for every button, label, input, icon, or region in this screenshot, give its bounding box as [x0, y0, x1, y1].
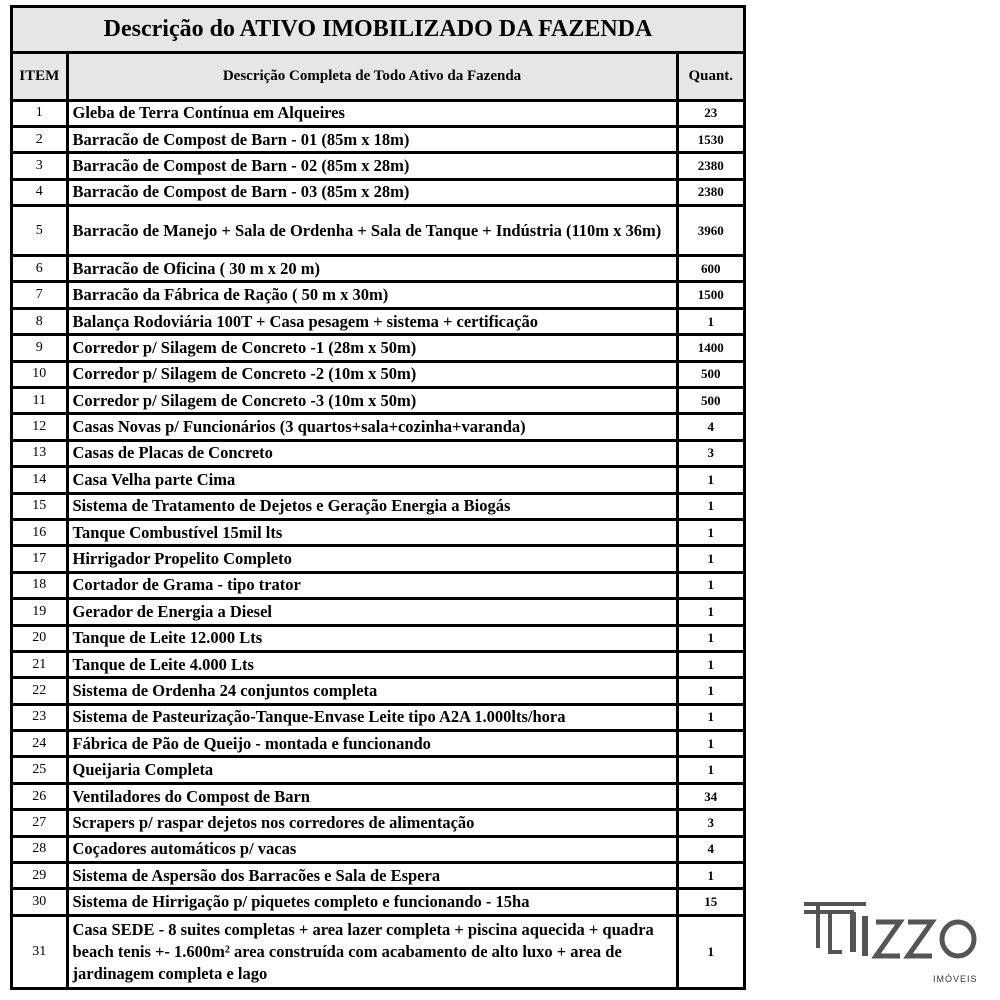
- table-row: [13, 915, 743, 987]
- table-row: [13, 206, 743, 256]
- description-cell: Cortador de Grama - tipo trator: [67, 572, 677, 598]
- table-row: [13, 731, 743, 757]
- description-cell: Ventiladores do Compost de Barn: [67, 783, 677, 809]
- item-number-cell: 12: [13, 414, 67, 440]
- description-cell: Fábrica de Pão de Queijo - montada e funcionando: [67, 731, 677, 757]
- quantity-cell: 3: [677, 810, 743, 836]
- item-number-cell: 16: [13, 519, 67, 545]
- description-cell: Coçadores automáticos p/ vacas: [67, 836, 677, 862]
- item-number-cell: 31: [13, 915, 67, 987]
- quantity-cell: 500: [677, 361, 743, 387]
- quantity-cell: 4: [677, 836, 743, 862]
- description-cell: Corredor p/ Silagem de Concreto -2 (10m x 50m): [67, 361, 677, 387]
- table-row: [13, 414, 743, 440]
- quantity-cell: 1: [677, 651, 743, 677]
- page-title: Descrição do ATIVO IMOBILIZADO DA FAZENDA: [13, 8, 743, 54]
- item-number-cell: 19: [13, 599, 67, 625]
- quantity-cell: 1: [677, 519, 743, 545]
- quantity-cell: 1: [677, 467, 743, 493]
- description-cell: Barracão da Fábrica de Ração ( 50 m x 30m): [67, 282, 677, 308]
- table-row: [13, 335, 743, 361]
- item-number-cell: 17: [13, 546, 67, 572]
- quantity-cell: 34: [677, 783, 743, 809]
- item-number-cell: 3: [13, 153, 67, 179]
- description-cell: Hirrigador Propelito Completo: [67, 546, 677, 572]
- description-cell: Sistema de Hirrigação p/ piquetes completo e funcionando - 15ha: [67, 889, 677, 915]
- asset-table: [13, 54, 743, 987]
- quantity-cell: 1: [677, 757, 743, 783]
- description-cell: Sistema de Tratamento de Dejetos e Geração Energia a Biogás: [67, 493, 677, 519]
- table-row: [13, 836, 743, 862]
- item-number-cell: 13: [13, 440, 67, 466]
- table-row: [13, 256, 743, 282]
- table-row: [13, 126, 743, 152]
- item-number-cell: 23: [13, 704, 67, 730]
- quantity-cell: 1: [677, 599, 743, 625]
- description-cell: Casa Velha parte Cima: [67, 467, 677, 493]
- item-number-cell: 28: [13, 836, 67, 862]
- description-cell: Barracão de Compost de Barn - 03 (85m x 28m): [67, 179, 677, 205]
- item-number-cell: 24: [13, 731, 67, 757]
- item-number-cell: 11: [13, 388, 67, 414]
- item-number-cell: 29: [13, 863, 67, 889]
- column-header-quantity: Quant.: [677, 54, 743, 100]
- item-number-cell: 20: [13, 625, 67, 651]
- description-cell: Tanque de Leite 12.000 Lts: [67, 625, 677, 651]
- quantity-cell: 1530: [677, 126, 743, 152]
- item-number-cell: 4: [13, 179, 67, 205]
- table-row: [13, 599, 743, 625]
- table-row: [13, 467, 743, 493]
- item-number-cell: 10: [13, 361, 67, 387]
- description-cell: Balança Rodoviária 100T + Casa pesagem + sistema + certificação: [67, 308, 677, 334]
- quantity-cell: 23: [677, 100, 743, 126]
- description-cell: Sistema de Pasteurização-Tanque-Envase Leite tipo A2A 1.000lts/hora: [67, 704, 677, 730]
- item-number-cell: 8: [13, 308, 67, 334]
- table-row: [13, 810, 743, 836]
- quantity-cell: 1: [677, 546, 743, 572]
- table-row: [13, 179, 743, 205]
- column-header-item: ITEM: [13, 54, 67, 100]
- description-cell: Barracão de Compost de Barn - 02 (85m x 28m): [67, 153, 677, 179]
- item-number-cell: 9: [13, 335, 67, 361]
- quantity-cell: 3960: [677, 206, 743, 256]
- quantity-cell: 2380: [677, 153, 743, 179]
- description-cell: Gleba de Terra Contínua em Alqueires: [67, 100, 677, 126]
- item-number-cell: 27: [13, 810, 67, 836]
- quantity-cell: 1: [677, 704, 743, 730]
- item-number-cell: 14: [13, 467, 67, 493]
- asset-table-body: [13, 100, 743, 987]
- description-cell: Queijaria Completa: [67, 757, 677, 783]
- description-cell: Corredor p/ Silagem de Concreto -1 (28m x 50m): [67, 335, 677, 361]
- table-row: [13, 678, 743, 704]
- quantity-cell: 1500: [677, 282, 743, 308]
- item-number-cell: 5: [13, 206, 67, 256]
- item-number-cell: 21: [13, 651, 67, 677]
- asset-table-sheet: [10, 5, 746, 990]
- item-number-cell: 2: [13, 126, 67, 152]
- description-cell: Casa SEDE - 8 suites completas + area lazer completa + piscina aquecida + quadra beach tenis +- 1.600m² area construída com acabamento de alto luxo + area de jardinagem completa e lago: [67, 915, 677, 987]
- item-number-cell: 15: [13, 493, 67, 519]
- table-row: [13, 519, 743, 545]
- description-cell: Gerador de Energia a Diesel: [67, 599, 677, 625]
- table-row: [13, 863, 743, 889]
- description-cell: Barracão de Compost de Barn - 01 (85m x 18m): [67, 126, 677, 152]
- description-cell: Barracão de Manejo + Sala de Ordenha + Sala de Tanque + Indústria (110m x 36m): [67, 206, 677, 256]
- item-number-cell: 1: [13, 100, 67, 126]
- item-number-cell: 30: [13, 889, 67, 915]
- quantity-cell: 1: [677, 572, 743, 598]
- quantity-cell: 1: [677, 308, 743, 334]
- quantity-cell: 3: [677, 440, 743, 466]
- table-row: [13, 757, 743, 783]
- quantity-cell: 1: [677, 493, 743, 519]
- description-cell: Corredor p/ Silagem de Concreto -3 (10m x 50m): [67, 388, 677, 414]
- logo-subtext: IMÓVEIS: [933, 974, 978, 984]
- item-number-cell: 26: [13, 783, 67, 809]
- table-row: [13, 153, 743, 179]
- table-row: [13, 704, 743, 730]
- column-header-description: Descrição Completa de Todo Ativo da Fazenda: [67, 54, 677, 100]
- description-cell: Scrapers p/ raspar dejetos nos corredores de alimentação: [67, 810, 677, 836]
- description-cell: Tanque Combustível 15mil lts: [67, 519, 677, 545]
- table-row: [13, 783, 743, 809]
- description-cell: Sistema de Ordenha 24 conjuntos completa: [67, 678, 677, 704]
- item-number-cell: 18: [13, 572, 67, 598]
- quantity-cell: 4: [677, 414, 743, 440]
- item-number-cell: 6: [13, 256, 67, 282]
- quantity-cell: 1: [677, 915, 743, 987]
- table-row: [13, 361, 743, 387]
- table-row: [13, 493, 743, 519]
- item-number-cell: 22: [13, 678, 67, 704]
- table-row: [13, 388, 743, 414]
- table-row: [13, 625, 743, 651]
- quantity-cell: 2380: [677, 179, 743, 205]
- description-cell: Casas de Placas de Concreto: [67, 440, 677, 466]
- description-cell: Sistema de Aspersão dos Barracões e Sala de Espera: [67, 863, 677, 889]
- table-row: [13, 282, 743, 308]
- table-row: [13, 889, 743, 915]
- table-row: [13, 546, 743, 572]
- table-row: [13, 308, 743, 334]
- table-row: [13, 440, 743, 466]
- item-number-cell: 25: [13, 757, 67, 783]
- description-cell: Barracão de Oficina ( 30 m x 20 m): [67, 256, 677, 282]
- table-row: [13, 572, 743, 598]
- quantity-cell: 1: [677, 625, 743, 651]
- quantity-cell: 15: [677, 889, 743, 915]
- quantity-cell: 500: [677, 388, 743, 414]
- description-cell: Casas Novas p/ Funcionários (3 quartos+sala+cozinha+varanda): [67, 414, 677, 440]
- table-row: [13, 100, 743, 126]
- item-number-cell: 7: [13, 282, 67, 308]
- table-row: [13, 651, 743, 677]
- description-cell: Tanque de Leite 4.000 Lts: [67, 651, 677, 677]
- quantity-cell: 1400: [677, 335, 743, 361]
- quantity-cell: 1: [677, 678, 743, 704]
- quantity-cell: 1: [677, 731, 743, 757]
- quantity-cell: 1: [677, 863, 743, 889]
- quantity-cell: 600: [677, 256, 743, 282]
